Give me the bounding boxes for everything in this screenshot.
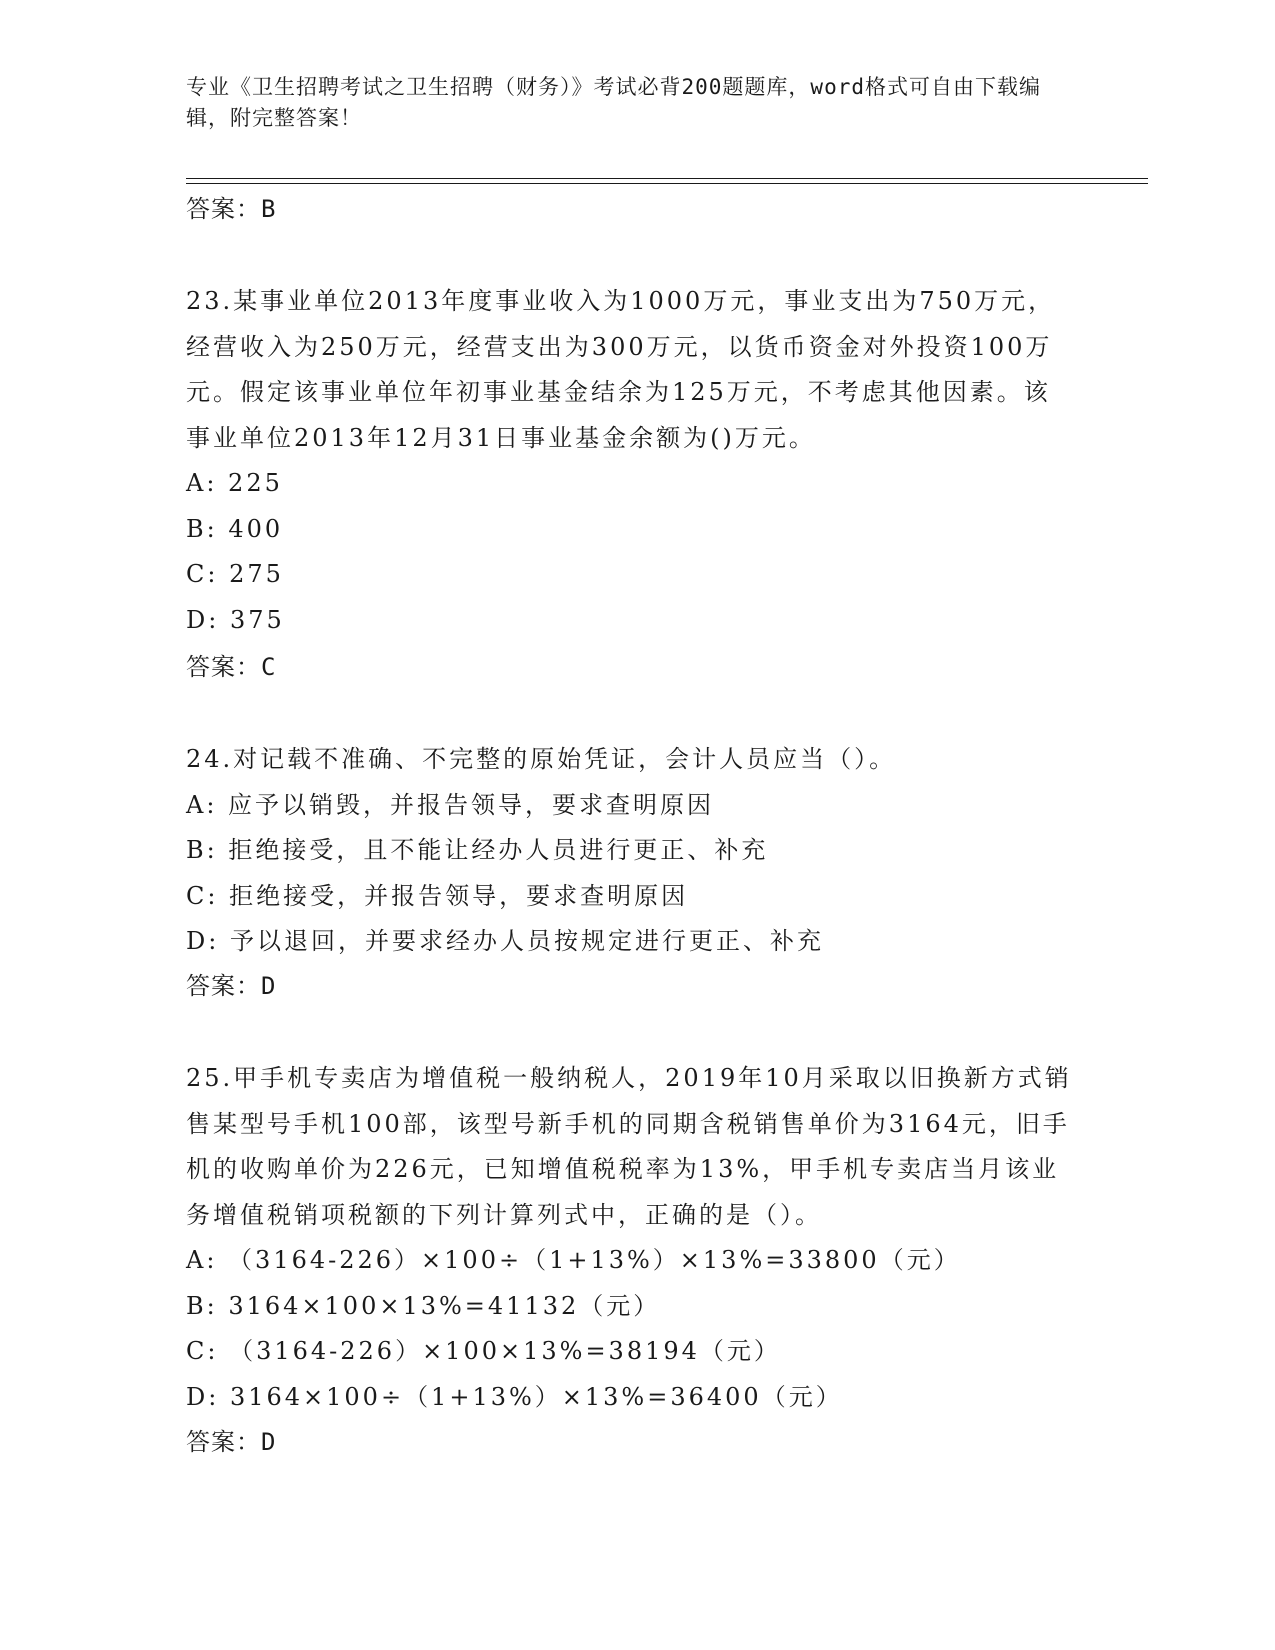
answer-25: 答案：D (186, 1428, 277, 1456)
question-23-option-d: D: 375 (186, 605, 285, 634)
question-25-text: 25.甲手机专卖店为增值税一般纳税人，2019年10月采取以旧换新方式销售某型号手机100部，该型号新手机的同期含税销售单价为3164元，旧手机的收购单价为226元，已知增值税税率为13%，甲手机专卖店当月该业务增值税销项税额的下列计算列式中，正确的是（）。 (186, 1064, 1072, 1229)
header-divider-top (186, 178, 1148, 179)
question-24-option-a: A: 应予以销毁，并报告领导，要求查明原因 (186, 790, 715, 819)
question-24 (186, 737, 1076, 965)
question-25-option-a: A: （3164-226）×100÷（1+13%）×13%=33800（元） (186, 1246, 961, 1274)
question-25 (186, 1056, 1076, 1420)
question-23-option-a: A: 225 (186, 469, 283, 497)
question-23 (186, 279, 1076, 643)
answer-22: 答案：B (186, 195, 277, 223)
page-header: 专业《卫生招聘考试之卫生招聘（财务）》考试必背200题题库，word格式可自由下载编辑，附完整答案！ (186, 75, 1041, 130)
question-25-option-c: C: （3164-226）×100×13%=38194（元） (186, 1337, 781, 1365)
question-24-option-d: D: 予以退回，并要求经办人员按规定进行更正、补充 (186, 927, 824, 955)
header-divider-bottom (186, 183, 1148, 184)
answer-24: 答案：D (186, 972, 277, 1000)
question-23-text: 23.某事业单位2013年度事业收入为1000万元，事业支出为750万元，经营收入为250万元，经营支出为300万元，以货币资金对外投资100万元。假定该事业单位年初事业基金结余为125万元，不考虑其他因素。该事业单位2013年12月31日事业基金余额为()万元。 (186, 287, 1056, 452)
question-23-option-c: C: 275 (186, 560, 284, 588)
question-24-option-c: C: 拒绝接受，并报告领导，要求查明原因 (186, 881, 689, 910)
question-25-option-b: B: 3164×100×13%=41132（元） (186, 1291, 661, 1320)
answer-23: 答案：C (186, 653, 277, 681)
question-24-option-b: B: 拒绝接受，且不能让经办人员进行更正、补充 (186, 836, 769, 864)
question-23-option-b: B: 400 (186, 514, 284, 543)
question-25-option-d: D: 3164×100÷（1+13%）×13%=36400（元） (186, 1382, 843, 1411)
question-24-text: 24.对记载不准确、不完整的原始凭证，会计人员应当（）。 (186, 745, 897, 773)
